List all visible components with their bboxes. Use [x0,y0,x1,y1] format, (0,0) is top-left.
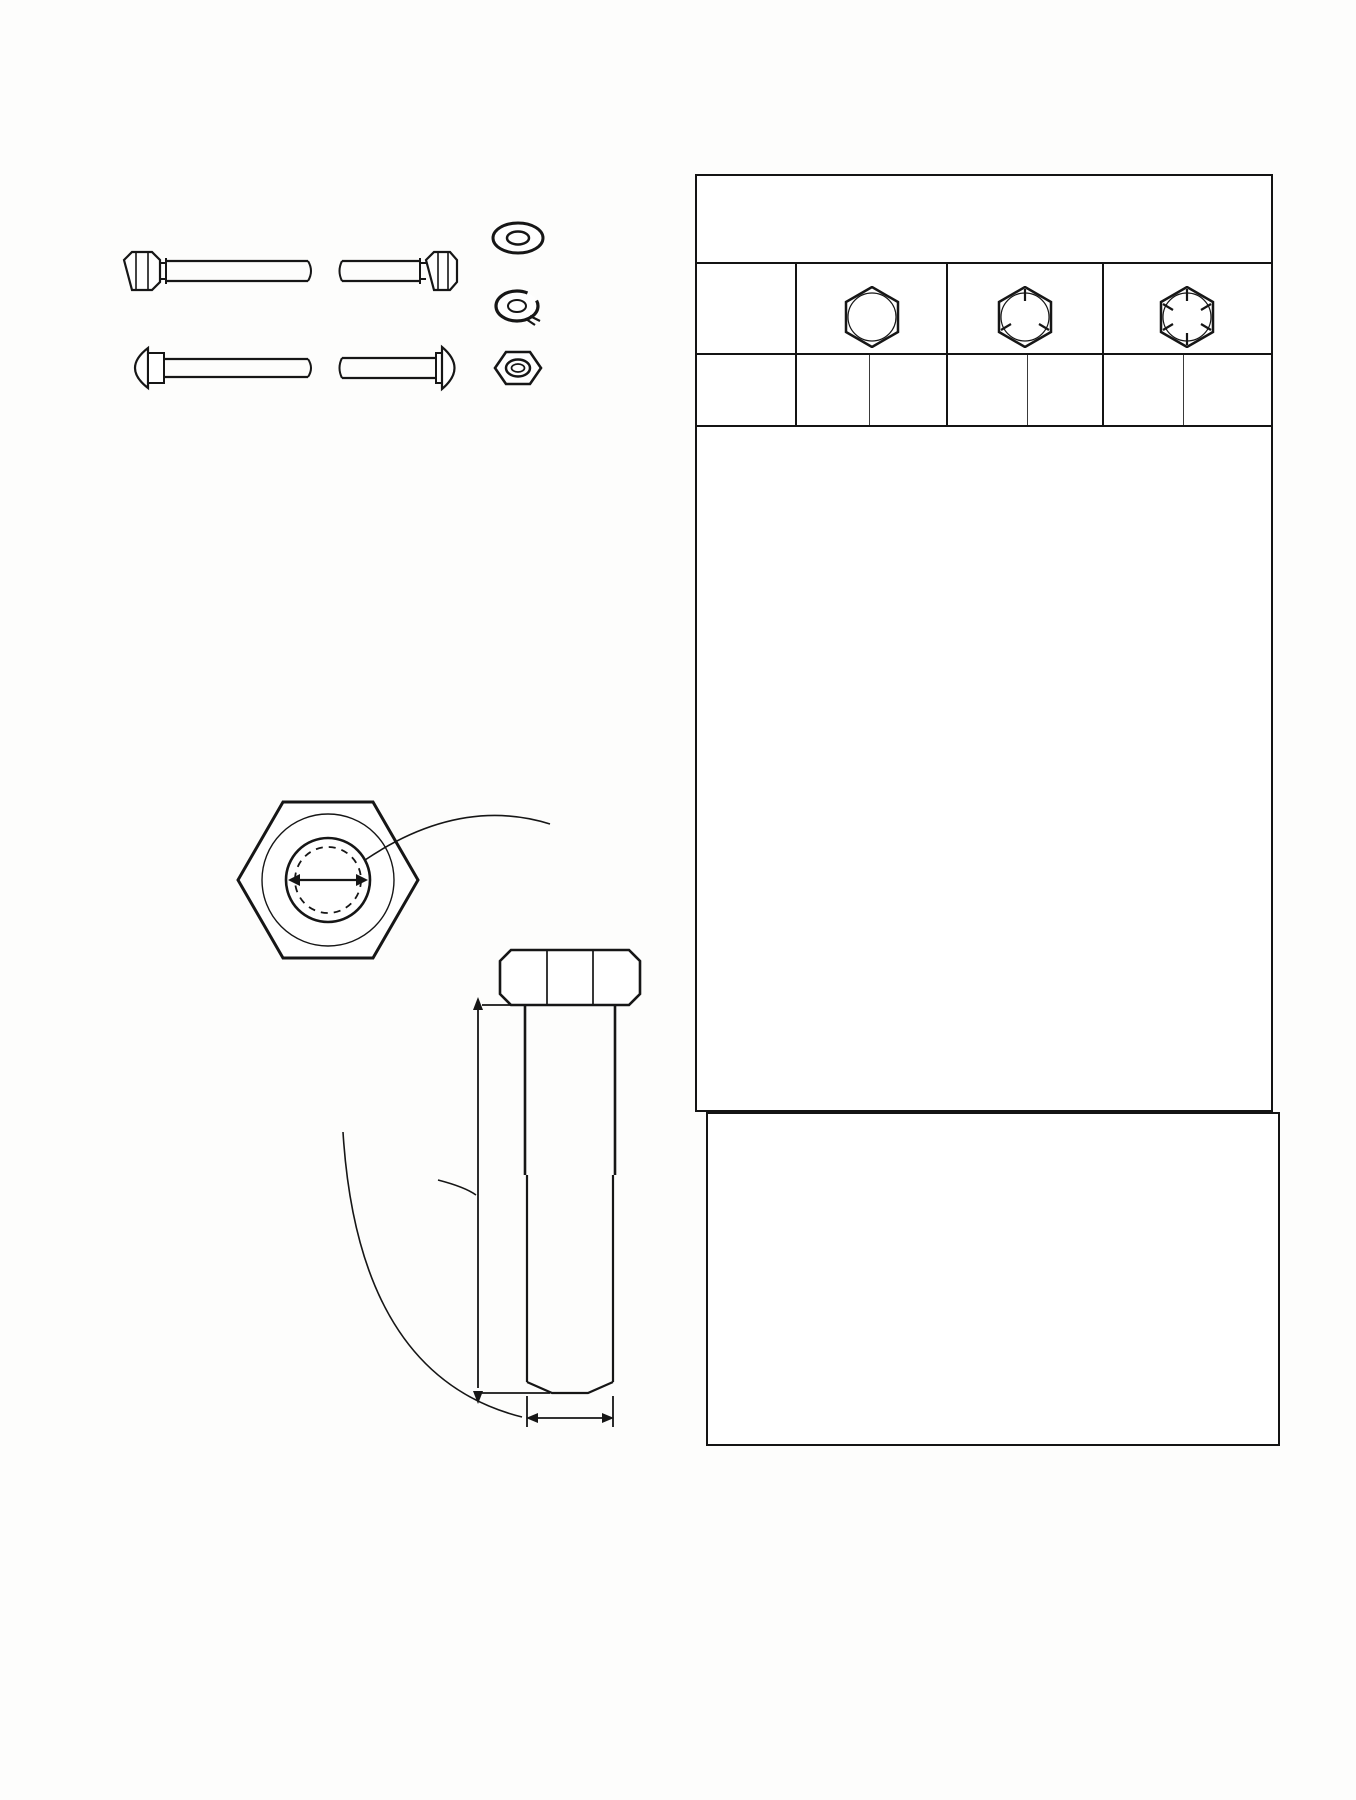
washer-icon [490,218,548,258]
carriage-bolt-icon [122,344,322,392]
units-header-row [697,355,1271,427]
hex-head-capscrew-icon [122,248,322,294]
grade8-nm-header [1184,355,1270,425]
grade2-units [797,355,870,425]
ruler [85,756,169,1464]
grade8-hex-icon [1159,286,1215,348]
screw-diagram [330,930,665,1450]
grade8-header [1104,264,1270,353]
grade2-nm-header [870,355,948,425]
hex-head-capscrew-icon [338,248,460,294]
grade2-badge [844,286,900,348]
grade2-header [797,264,948,353]
grade8-units [1104,355,1184,425]
grade2-hex-icon [844,286,900,348]
size-of-hardware-header [697,355,797,425]
grade5-header [948,264,1104,353]
notes-box [706,1112,1280,1446]
grade-header-row [697,264,1271,355]
grade5-hex-icon [997,286,1053,348]
carriage-bolt-icon [338,342,468,394]
hex-nut-icon [492,346,546,392]
torque-table [695,174,1273,1112]
torque-table-header [697,176,1271,264]
hardware-grade-corner [697,264,797,353]
grade5-nm-header [1028,355,1104,425]
grade5-units [948,355,1028,425]
lockwasher-icon [492,286,544,328]
torque-body [697,427,1271,1109]
